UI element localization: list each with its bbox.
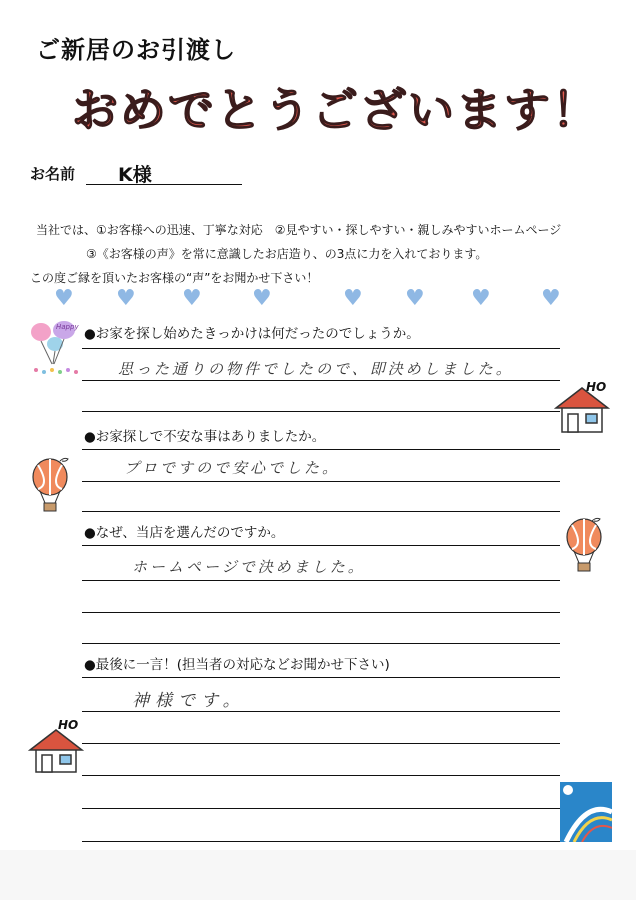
answer-line <box>82 775 560 776</box>
answer-line <box>82 743 560 744</box>
heart-icon: ♥ <box>541 286 561 311</box>
answer-line <box>82 580 560 581</box>
house-sign: HO <box>58 718 79 732</box>
heart-icon: ♥ <box>343 286 363 311</box>
answer-line <box>82 841 560 842</box>
answer-3: ホームページで決めました。 <box>132 558 366 576</box>
heart-icon: ♥ <box>54 286 74 311</box>
balloon-label: Happy <box>56 323 79 331</box>
house-sign: HO <box>586 380 607 394</box>
answer-line <box>82 808 560 809</box>
question-2: ●お家探しで不安な事はありましたか。 <box>84 429 326 445</box>
intro-line-2: ③《お客様の声》を常に意識したお店造り、の3点に力を入れております。 <box>86 247 488 261</box>
hot-air-balloon-icon <box>562 515 606 575</box>
page-title: おめでとうございます！ <box>72 83 600 137</box>
answer-line <box>82 545 560 546</box>
question-4: ●最後に一言！(担当者の対応などお聞かせ下さい) <box>84 657 390 673</box>
answer-line <box>82 711 560 712</box>
answer-line <box>82 612 560 613</box>
page-bottom-margin <box>0 850 636 900</box>
question-1: ●お家を探し始めたきっかけは何だったのでしょうか。 <box>84 326 420 342</box>
answer-line <box>82 643 560 644</box>
answer-line <box>82 348 560 349</box>
answer-4: 神様です。 <box>132 691 246 711</box>
answer-2: プロですので安心でした。 <box>124 459 341 477</box>
answer-line <box>82 449 560 450</box>
heart-icon: ♥ <box>116 286 136 311</box>
heart-icon: ♥ <box>252 286 272 311</box>
answer-line <box>82 411 560 412</box>
heart-icon: ♥ <box>182 286 202 311</box>
intro-line-1: 当社では、①お客様への迅速、丁寧な対応 ②見やすい・探しやすい・親しみやすいホームページ <box>36 223 562 237</box>
question-3: ●なぜ、当店を選んだのですか。 <box>84 525 285 541</box>
name-label: お名前 <box>30 165 76 183</box>
answer-line <box>82 380 560 381</box>
answer-line <box>82 481 560 482</box>
hot-air-balloon-icon <box>30 455 74 515</box>
name-underline <box>86 184 242 185</box>
answer-line <box>82 677 560 678</box>
heart-icon: ♥ <box>471 286 491 311</box>
answer-line <box>82 511 560 512</box>
intro-line-3: この度ご縁を頂いたお客様の“声”をお聞かせ下さい！ <box>30 271 319 285</box>
subtitle: ご新居のお引渡し <box>36 36 236 64</box>
logo-icon <box>560 782 612 842</box>
answer-1: 思った通りの物件でしたので、即決めしました。 <box>118 360 514 378</box>
heart-icon: ♥ <box>405 286 425 311</box>
name-value: K様 <box>118 164 152 186</box>
